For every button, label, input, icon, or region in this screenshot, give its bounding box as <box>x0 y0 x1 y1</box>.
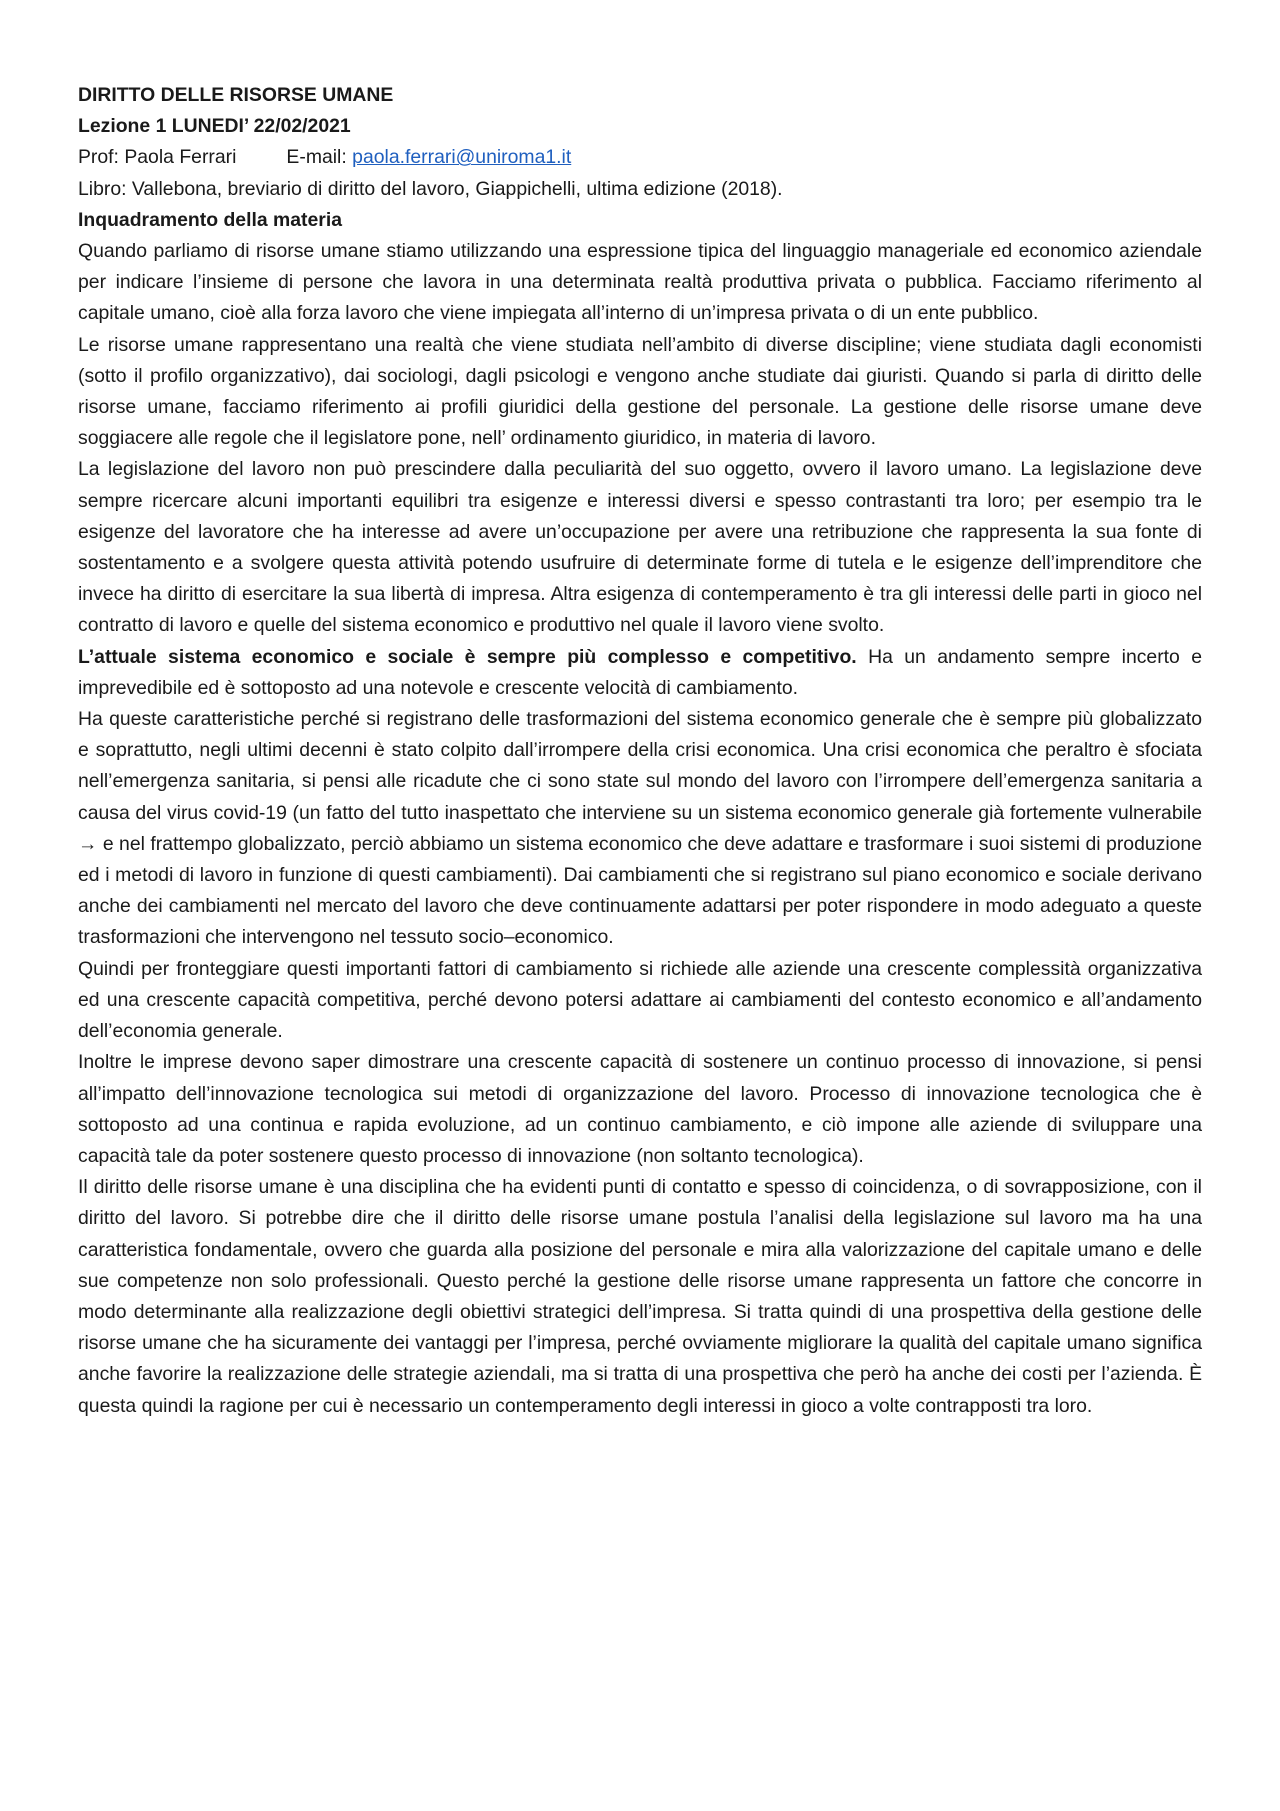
document-page <box>78 80 1202 1422</box>
professor-line <box>78 142 1202 173</box>
paragraph-5: Ha queste caratteristiche perché si registrano delle trasformazioni del sistema economico generale che è sempre più globalizzato e soprattutto, negli ultimi decenni è stato colpito dall’irrompere della crisi economica. Una crisi economica che peraltro è sfociata nell’emergenza sanitaria, si pensi alle ricadute che ci sono state sul mondo del lavoro con l’irrompere dell’emergenza sanitaria a causa del virus covid-19 (un fatto del tutto inaspettato che interviene su un sistema economico generale già fortemente vulnerabile → e nel frattempo globalizzato, perciò abbiamo un sistema economico che deve adattare e trasformare i suoi sistemi di produzione ed i metodi di lavoro in funzione di questi cambiamenti). Dai cambiamenti che si registrano sul piano economico e sociale derivano anche dei cambiamenti nel mercato del lavoro che deve continuamente adattarsi per poter rispondere in modo adeguato a queste trasformazioni che intervengono nel tessuto socio–economico. <box>78 708 1202 949</box>
paragraph-2: Le risorse umane rappresentano una realtà che viene studiata nell’ambito di diverse discipline; viene studiata dagli economisti (sotto il profilo organizzativo), dai sociologi, dagli psicologi e vengono anche studiate dai giuristi. Quando si parla di diritto delle risorse umane, facciamo riferimento ai profili giuridici della gestione del personale. La gestione delle risorse umane deve soggiacere alle regole che il legislatore pone, nell’ ordinamento giuridico, in materia di lavoro. <box>78 333 1202 450</box>
section-heading: Inquadramento della materia <box>78 208 342 231</box>
email-link[interactable]: paola.ferrari@uniroma1.it <box>352 146 572 169</box>
paragraph-6: Quindi per fronteggiare questi importanti fattori di cambiamento si richiede alle aziende una crescente complessità organizzativa ed una crescente capacità competitiva, perché devono potersi adattare ai cambiamenti del contesto economico e all’andamento dell’economia generale. <box>78 957 1202 1043</box>
paragraph-7: Inoltre le imprese devono saper dimostrare una crescente capacità di sostenere un continuo processo di innovazione, si pensi all’impatto dell’innovazione tecnologica sui metodi di organizzazione del lavoro. Processo di innovazione tecnologica che è sottoposto ad una continua e rapida evoluzione, ad un continuo cambiamento, e ciò impone alle aziende di sviluppare una capacità tale da poter sostenere questo processo di innovazione (non soltanto tecnologica). <box>78 1051 1202 1167</box>
lesson-line: Lezione 1 LUNEDI’ 22/02/2021 <box>78 115 351 138</box>
book-reference: Libro: Vallebona, breviario di diritto del lavoro, Giappichelli, ultima edizione (2018). <box>78 177 783 200</box>
paragraph-4-text: Ha un andamento sempre incerto e imprevedibile ed è sottoposto ad una notevole e crescente velocità di cambiamento. <box>78 645 1202 699</box>
paragraph-1: Quando parliamo di risorse umane stiamo utilizzando una espressione tipica del linguaggio manageriale ed economico aziendale per indicare l’insieme di persone che lavora in una determinata realtà produttiva privata o pubblica. Facciamo riferimento al capitale umano, cioè alla forza lavoro che viene impiegata all’interno di un’impresa privata o di un ente pubblico. <box>78 240 1202 325</box>
course-title: DIRITTO DELLE RISORSE UMANE <box>78 84 394 106</box>
email-label: E-mail: <box>286 146 347 169</box>
paragraph-4-bold-lead: L’attuale sistema economico e sociale è sempre più complesso e competitivo. <box>78 645 857 668</box>
paragraph-3: La legislazione del lavoro non può prescindere dalla peculiarità del suo oggetto, ovvero il lavoro umano. La legislazione deve sempre ricercare alcuni importanti equilibri tra esigenze e interessi diversi e spesso contrastanti tra loro; per esempio tra le esigenze del lavoratore che ha interesse ad avere un’occupazione per avere una retribuzione che rappresenta la sua fonte di sostentamento e a svolgere questa attività potendo usufruire di determinate forme di tutela e le esigenze dell’imprenditore che invece ha diritto di esercitare la sua libertà di impresa. Altra esigenza di contemperamento è tra gli interessi delle parti in gioco nel contratto di lavoro e quelle del sistema economico e produttivo nel quale il lavoro viene svolto. <box>78 458 1202 637</box>
paragraph-8: Il diritto delle risorse umane è una disciplina che ha evidenti punti di contatto e spesso di coincidenza, o di sovrapposizione, con il diritto del lavoro. Si potrebbe dire che il diritto delle risorse umane postula l’analisi della legislazione sul lavoro ma ha una caratteristica fondamentale, ovvero che guarda alla posizione del personale e mira alla valorizzazione del capitale umano e delle sue competenze non solo professionali. Questo perché la gestione delle risorse umane rappresenta un fattore che concorre in modo determinante alla realizzazione degli obiettivi strategici dell’impresa. Si tratta quindi di una prospettiva della gestione delle risorse umane che ha sicuramente dei vantaggi per l’impresa, perché ovviamente migliorare la qualità del capitale umano significa anche favorire la realizzazione delle strategie aziendali, ma si tratta di una prospettiva che però ha anche dei costi per l’azienda. È questa quindi la ragione per cui è necessario un contemperamento degli interessi in gioco a volte contrapposti tra loro. <box>78 1176 1202 1417</box>
professor-name: Prof: Paola Ferrari <box>78 146 237 169</box>
paragraph-4 <box>78 642 1202 704</box>
